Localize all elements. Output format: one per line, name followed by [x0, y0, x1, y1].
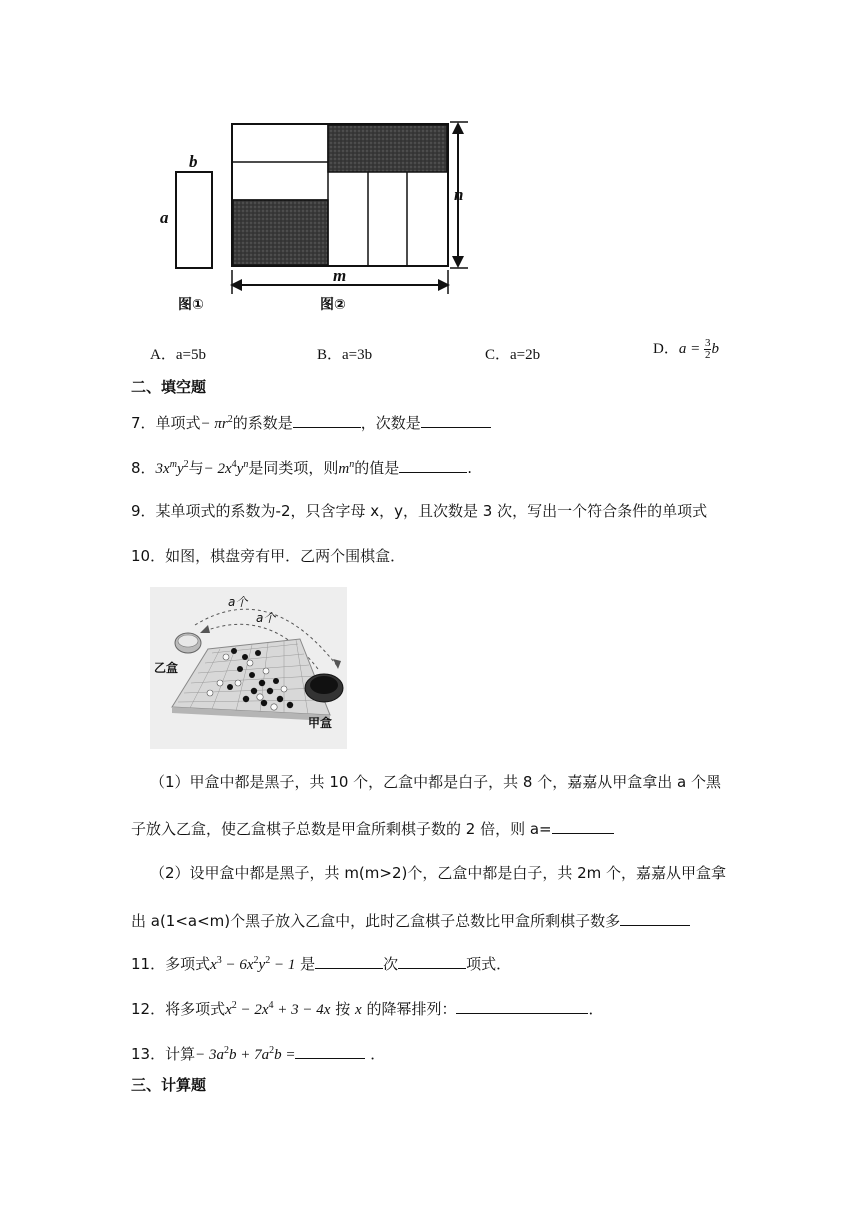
label-m: m: [333, 266, 347, 285]
option-b: B．a=3b: [317, 347, 373, 363]
figure1-caption: 图①: [178, 297, 204, 313]
fraction-three-halves: $\frac{3}{2}$: [704, 337, 711, 362]
go-label-a1: a个: [228, 595, 248, 609]
go-label-a2: a个: [256, 611, 276, 625]
question-10-2-line1: （2）设甲盒中都是黑子，共 m(m>2)个，乙盒中都是白子，共 2m 个，嘉嘉从甲盒拿: [150, 864, 727, 882]
question-11: 11．多项式$x^3 - 6x^2y^2 - 1$ 是 次 项式．: [131, 952, 511, 975]
rectangle-diagram: [150, 110, 480, 320]
question-8: 8．$3x^my^2$与− $2x^4y^n$是同类项，则$m^n$的值是 .: [131, 456, 472, 479]
box-jia-label: 甲盒: [308, 716, 333, 730]
box-yi-label: 乙盒: [154, 661, 179, 675]
option-c: C．a=2b: [485, 347, 541, 363]
answer-blank[interactable]: [398, 952, 466, 969]
answer-blank[interactable]: [456, 997, 588, 1014]
question-10-1-line1: （1）甲盒中都是黑子，共 10 个，乙盒中都是白子，共 8 个，嘉嘉从甲盒拿出 a 个黑: [150, 773, 721, 791]
question-13: 13．计算− $3a^2b + 7a^2b$ = ．: [131, 1042, 385, 1065]
answer-blank[interactable]: [315, 952, 383, 969]
question-10-2-line2: 出 a(1<a<m)个黑子放入乙盒中，此时乙盒棋子总数比甲盒所剩棋子数多: [131, 909, 731, 931]
question-10: 10．如图，棋盘旁有甲．乙两个围棋盒．: [131, 547, 406, 565]
label-b: b: [189, 152, 198, 171]
shaded-top-right: [328, 125, 447, 172]
answer-blank[interactable]: [421, 411, 491, 428]
answer-blank[interactable]: [295, 1042, 365, 1059]
label-a: a: [160, 208, 169, 227]
answer-blank[interactable]: [399, 456, 467, 473]
question-10-1-line2: 子放入乙盒，使乙盒棋子总数是甲盒所剩棋子数的 2 倍，则 a=: [131, 817, 731, 839]
section-fill-in-title: 二、填空题: [131, 378, 207, 396]
option-d: D．a = $\frac{3}{2}$ b: [653, 337, 719, 362]
question-9: 9．某单项式的系数为-2，只含字母 x，y，且次数是 3 次，写出一个符合条件的单项式: [131, 502, 708, 520]
small-rectangle: [176, 172, 212, 268]
section-calculation-title: 三、计算题: [131, 1076, 207, 1094]
answer-blank[interactable]: [552, 817, 614, 834]
shaded-left: [233, 200, 328, 265]
option-a: A．a=5b: [150, 347, 206, 363]
label-n: n: [454, 185, 464, 204]
question-7: 7．单项式− $\pi r^2$的系数是 ，次数是: [131, 411, 491, 434]
figure2-caption: 图②: [320, 297, 346, 313]
answer-blank[interactable]: [293, 411, 361, 428]
question-12: 12．将多项式$x^2 - 2x^4 + 3 - 4x$ 按 x 的降幂排列： ．: [131, 997, 603, 1020]
answer-blank[interactable]: [620, 909, 690, 926]
